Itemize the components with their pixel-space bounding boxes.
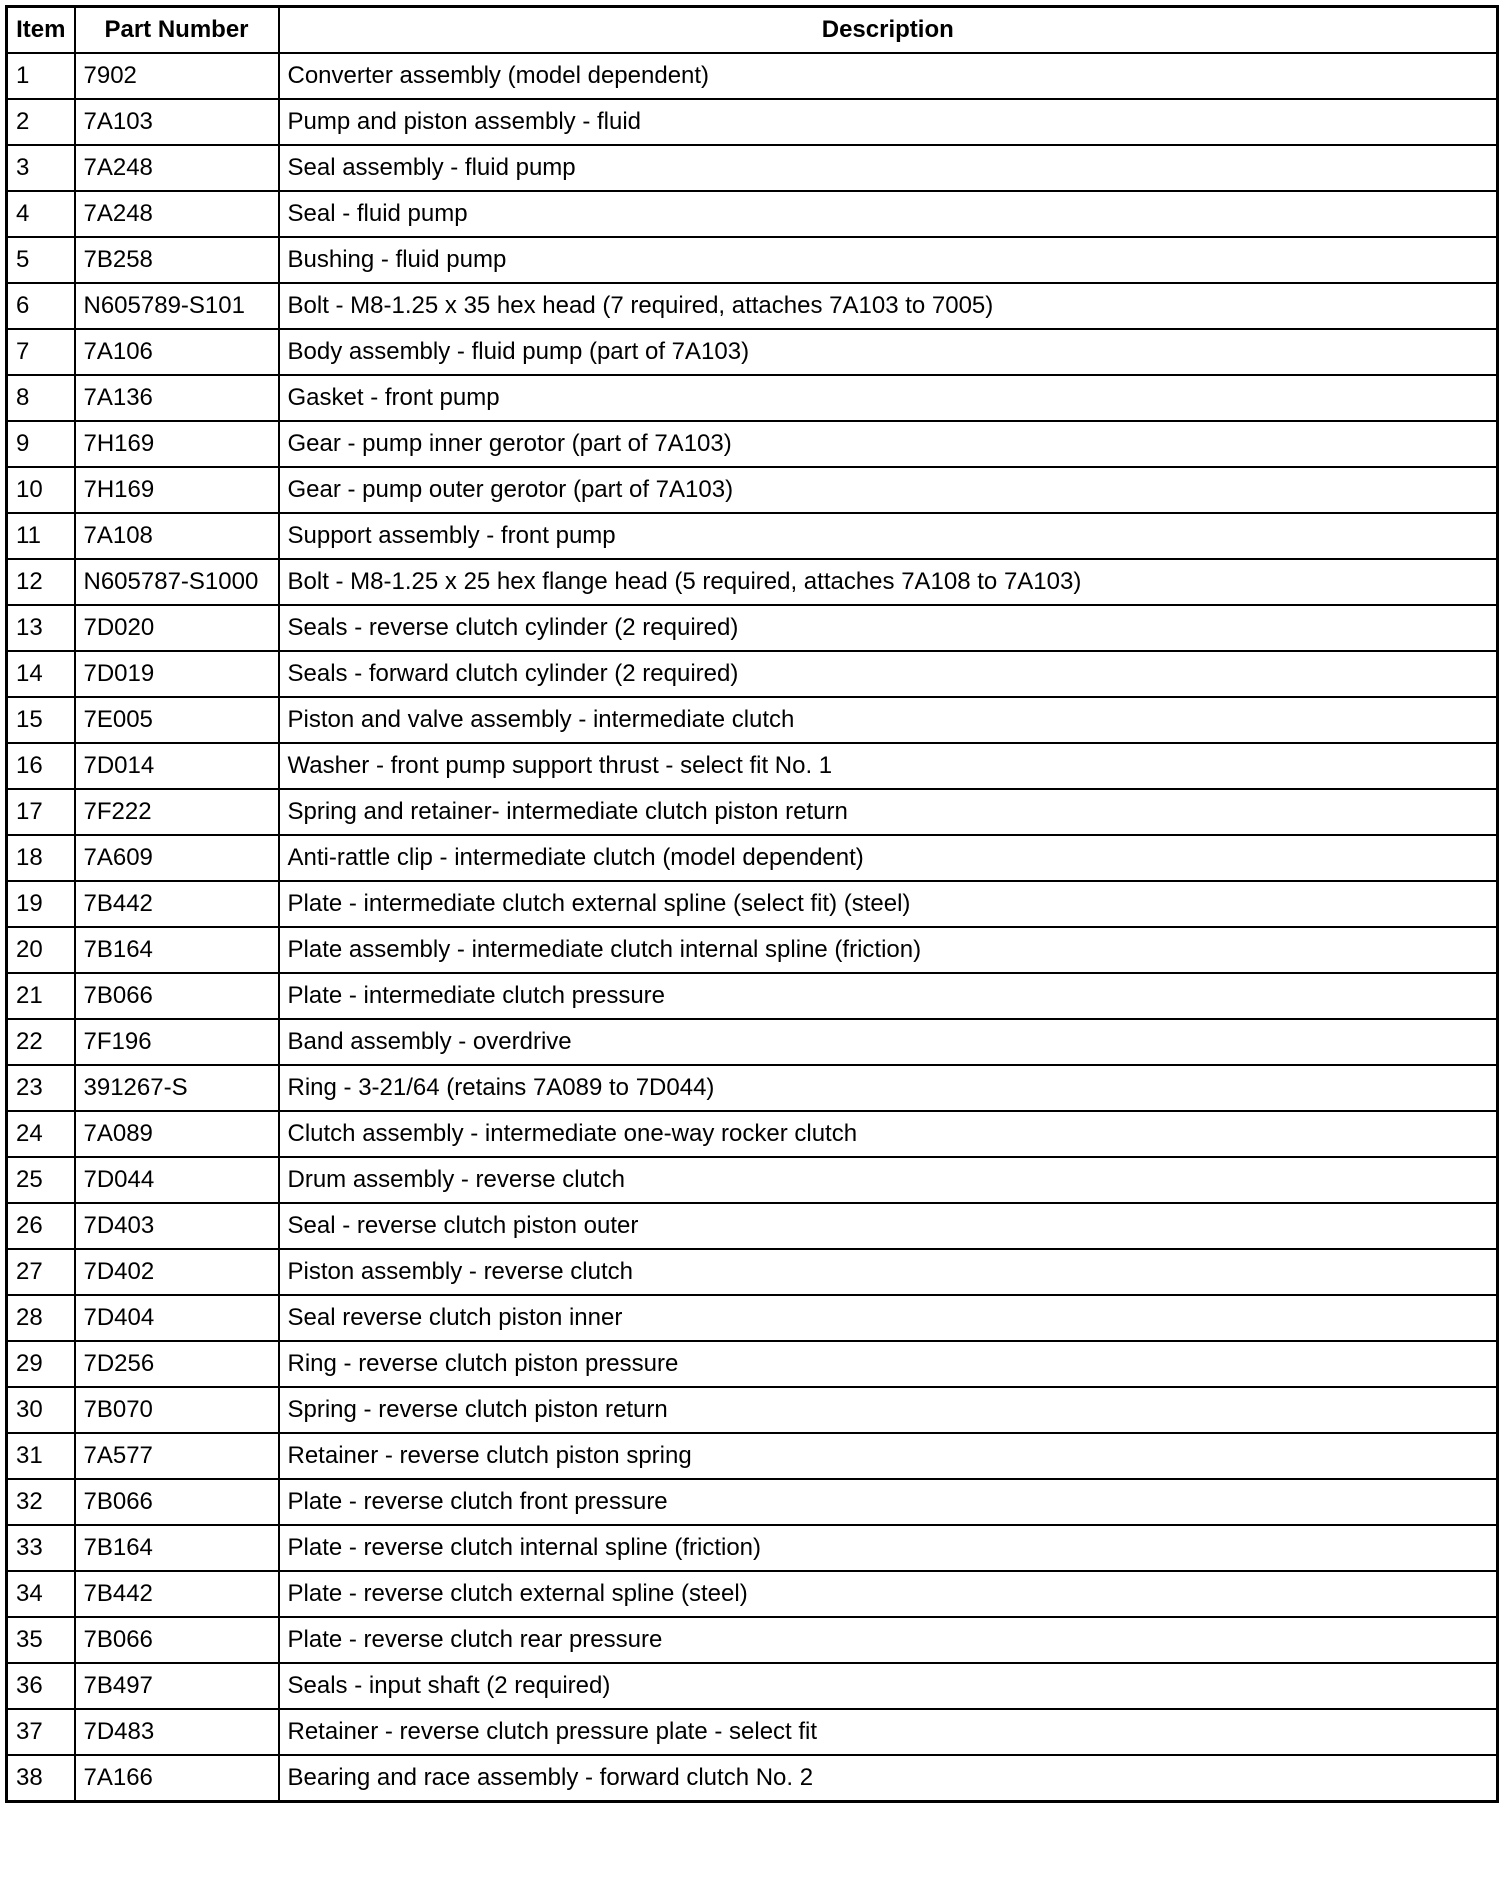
item-cell: 32: [7, 1479, 75, 1525]
description-cell: Plate - reverse clutch internal spline (friction): [279, 1525, 1498, 1571]
item-cell: 29: [7, 1341, 75, 1387]
part-number-cell: 7D044: [75, 1157, 279, 1203]
description-cell: Support assembly - front pump: [279, 513, 1498, 559]
item-cell: 36: [7, 1663, 75, 1709]
part-number-cell: 7H169: [75, 421, 279, 467]
part-number-cell: 7A136: [75, 375, 279, 421]
item-cell: 15: [7, 697, 75, 743]
part-number-cell: 7D483: [75, 1709, 279, 1755]
table-row: [7, 1387, 1498, 1433]
item-cell: 16: [7, 743, 75, 789]
column-header-item: Item: [7, 7, 75, 54]
part-number-cell: 7D256: [75, 1341, 279, 1387]
table-row: [7, 1111, 1498, 1157]
table-row: [7, 559, 1498, 605]
description-cell: Ring - 3-21/64 (retains 7A089 to 7D044): [279, 1065, 1498, 1111]
part-number-cell: 7D404: [75, 1295, 279, 1341]
table-row: [7, 421, 1498, 467]
part-number-cell: 7A089: [75, 1111, 279, 1157]
description-cell: Body assembly - fluid pump (part of 7A103): [279, 329, 1498, 375]
item-cell: 31: [7, 1433, 75, 1479]
part-number-cell: 391267-S: [75, 1065, 279, 1111]
description-cell: Seal - reverse clutch piston outer: [279, 1203, 1498, 1249]
table-row: [7, 99, 1498, 145]
part-number-cell: 7A577: [75, 1433, 279, 1479]
item-cell: 25: [7, 1157, 75, 1203]
description-cell: Gear - pump inner gerotor (part of 7A103): [279, 421, 1498, 467]
description-cell: Plate assembly - intermediate clutch internal spline (friction): [279, 927, 1498, 973]
part-number-cell: 7D014: [75, 743, 279, 789]
description-cell: Plate - reverse clutch external spline (steel): [279, 1571, 1498, 1617]
item-cell: 13: [7, 605, 75, 651]
part-number-cell: 7A248: [75, 191, 279, 237]
description-cell: Seals - input shaft (2 required): [279, 1663, 1498, 1709]
item-cell: 2: [7, 99, 75, 145]
table-row: [7, 329, 1498, 375]
table-row: [7, 1157, 1498, 1203]
description-cell: Plate - intermediate clutch pressure: [279, 973, 1498, 1019]
table-row: [7, 1525, 1498, 1571]
item-cell: 11: [7, 513, 75, 559]
description-cell: Bearing and race assembly - forward clutch No. 2: [279, 1755, 1498, 1802]
part-number-cell: 7B442: [75, 881, 279, 927]
item-cell: 26: [7, 1203, 75, 1249]
item-cell: 6: [7, 283, 75, 329]
item-cell: 30: [7, 1387, 75, 1433]
item-cell: 37: [7, 1709, 75, 1755]
description-cell: Drum assembly - reverse clutch: [279, 1157, 1498, 1203]
table-row: [7, 467, 1498, 513]
item-cell: 8: [7, 375, 75, 421]
part-number-cell: 7F222: [75, 789, 279, 835]
description-cell: Seals - forward clutch cylinder (2 required): [279, 651, 1498, 697]
table-row: [7, 697, 1498, 743]
table-row: [7, 283, 1498, 329]
table-row: [7, 1663, 1498, 1709]
table-row: [7, 145, 1498, 191]
description-cell: Seal assembly - fluid pump: [279, 145, 1498, 191]
description-cell: Band assembly - overdrive: [279, 1019, 1498, 1065]
description-cell: Gasket - front pump: [279, 375, 1498, 421]
item-cell: 22: [7, 1019, 75, 1065]
table-row: [7, 513, 1498, 559]
description-cell: Seals - reverse clutch cylinder (2 required): [279, 605, 1498, 651]
part-number-cell: N605787-S1000: [75, 559, 279, 605]
table-row: [7, 835, 1498, 881]
part-number-cell: 7D019: [75, 651, 279, 697]
description-cell: Bushing - fluid pump: [279, 237, 1498, 283]
item-cell: 34: [7, 1571, 75, 1617]
item-cell: 28: [7, 1295, 75, 1341]
item-cell: 18: [7, 835, 75, 881]
description-cell: Spring - reverse clutch piston return: [279, 1387, 1498, 1433]
item-cell: 19: [7, 881, 75, 927]
part-number-cell: 7A103: [75, 99, 279, 145]
parts-table-header: [7, 7, 1498, 54]
table-row: [7, 53, 1498, 99]
item-cell: 24: [7, 1111, 75, 1157]
description-cell: Retainer - reverse clutch pressure plate - select fit: [279, 1709, 1498, 1755]
part-number-cell: 7B066: [75, 973, 279, 1019]
description-cell: Spring and retainer- intermediate clutch piston return: [279, 789, 1498, 835]
table-row: [7, 191, 1498, 237]
part-number-cell: 7A106: [75, 329, 279, 375]
part-number-cell: 7D402: [75, 1249, 279, 1295]
part-number-cell: 7B164: [75, 1525, 279, 1571]
table-row: [7, 927, 1498, 973]
part-number-cell: 7B066: [75, 1479, 279, 1525]
table-row: [7, 973, 1498, 1019]
column-header-description: Description: [279, 7, 1498, 54]
item-cell: 38: [7, 1755, 75, 1802]
parts-table-body: [7, 53, 1498, 1802]
item-cell: 10: [7, 467, 75, 513]
item-cell: 14: [7, 651, 75, 697]
description-cell: Anti-rattle clip - intermediate clutch (model dependent): [279, 835, 1498, 881]
table-row: [7, 651, 1498, 697]
table-row: [7, 1755, 1498, 1802]
table-row: [7, 1341, 1498, 1387]
table-row: [7, 375, 1498, 421]
description-cell: Retainer - reverse clutch piston spring: [279, 1433, 1498, 1479]
part-number-cell: 7D020: [75, 605, 279, 651]
item-cell: 21: [7, 973, 75, 1019]
table-row: [7, 237, 1498, 283]
description-cell: Piston and valve assembly - intermediate clutch: [279, 697, 1498, 743]
part-number-cell: 7F196: [75, 1019, 279, 1065]
part-number-cell: 7D403: [75, 1203, 279, 1249]
table-row: [7, 1617, 1498, 1663]
table-row: [7, 1433, 1498, 1479]
item-cell: 3: [7, 145, 75, 191]
description-cell: Plate - intermediate clutch external spline (select fit) (steel): [279, 881, 1498, 927]
part-number-cell: 7E005: [75, 697, 279, 743]
item-cell: 20: [7, 927, 75, 973]
header-row: [7, 7, 1498, 54]
table-row: [7, 1709, 1498, 1755]
item-cell: 5: [7, 237, 75, 283]
part-number-cell: 7B066: [75, 1617, 279, 1663]
table-row: [7, 1019, 1498, 1065]
table-row: [7, 743, 1498, 789]
part-number-cell: 7A609: [75, 835, 279, 881]
item-cell: 12: [7, 559, 75, 605]
table-row: [7, 1479, 1498, 1525]
table-row: [7, 881, 1498, 927]
description-cell: Piston assembly - reverse clutch: [279, 1249, 1498, 1295]
item-cell: 9: [7, 421, 75, 467]
part-number-cell: 7902: [75, 53, 279, 99]
description-cell: Gear - pump outer gerotor (part of 7A103): [279, 467, 1498, 513]
item-cell: 7: [7, 329, 75, 375]
description-cell: Bolt - M8-1.25 x 35 hex head (7 required, attaches 7A103 to 7005): [279, 283, 1498, 329]
item-cell: 27: [7, 1249, 75, 1295]
table-row: [7, 1065, 1498, 1111]
description-cell: Ring - reverse clutch piston pressure: [279, 1341, 1498, 1387]
item-cell: 33: [7, 1525, 75, 1571]
description-cell: Washer - front pump support thrust - select fit No. 1: [279, 743, 1498, 789]
table-row: [7, 1249, 1498, 1295]
description-cell: Plate - reverse clutch front pressure: [279, 1479, 1498, 1525]
part-number-cell: 7B258: [75, 237, 279, 283]
description-cell: Converter assembly (model dependent): [279, 53, 1498, 99]
description-cell: Pump and piston assembly - fluid: [279, 99, 1498, 145]
part-number-cell: 7B497: [75, 1663, 279, 1709]
column-header-part-number: Part Number: [75, 7, 279, 54]
table-row: [7, 1295, 1498, 1341]
item-cell: 1: [7, 53, 75, 99]
table-row: [7, 1571, 1498, 1617]
table-row: [7, 605, 1498, 651]
description-cell: Clutch assembly - intermediate one-way rocker clutch: [279, 1111, 1498, 1157]
part-number-cell: 7B442: [75, 1571, 279, 1617]
part-number-cell: 7A248: [75, 145, 279, 191]
description-cell: Bolt - M8-1.25 x 25 hex flange head (5 required, attaches 7A108 to 7A103): [279, 559, 1498, 605]
part-number-cell: 7A108: [75, 513, 279, 559]
description-cell: Plate - reverse clutch rear pressure: [279, 1617, 1498, 1663]
part-number-cell: 7B164: [75, 927, 279, 973]
table-row: [7, 789, 1498, 835]
item-cell: 35: [7, 1617, 75, 1663]
item-cell: 4: [7, 191, 75, 237]
part-number-cell: N605789-S101: [75, 283, 279, 329]
parts-table: [5, 5, 1499, 1803]
part-number-cell: 7A166: [75, 1755, 279, 1802]
part-number-cell: 7H169: [75, 467, 279, 513]
description-cell: Seal - fluid pump: [279, 191, 1498, 237]
table-row: [7, 1203, 1498, 1249]
item-cell: 17: [7, 789, 75, 835]
description-cell: Seal reverse clutch piston inner: [279, 1295, 1498, 1341]
part-number-cell: 7B070: [75, 1387, 279, 1433]
item-cell: 23: [7, 1065, 75, 1111]
